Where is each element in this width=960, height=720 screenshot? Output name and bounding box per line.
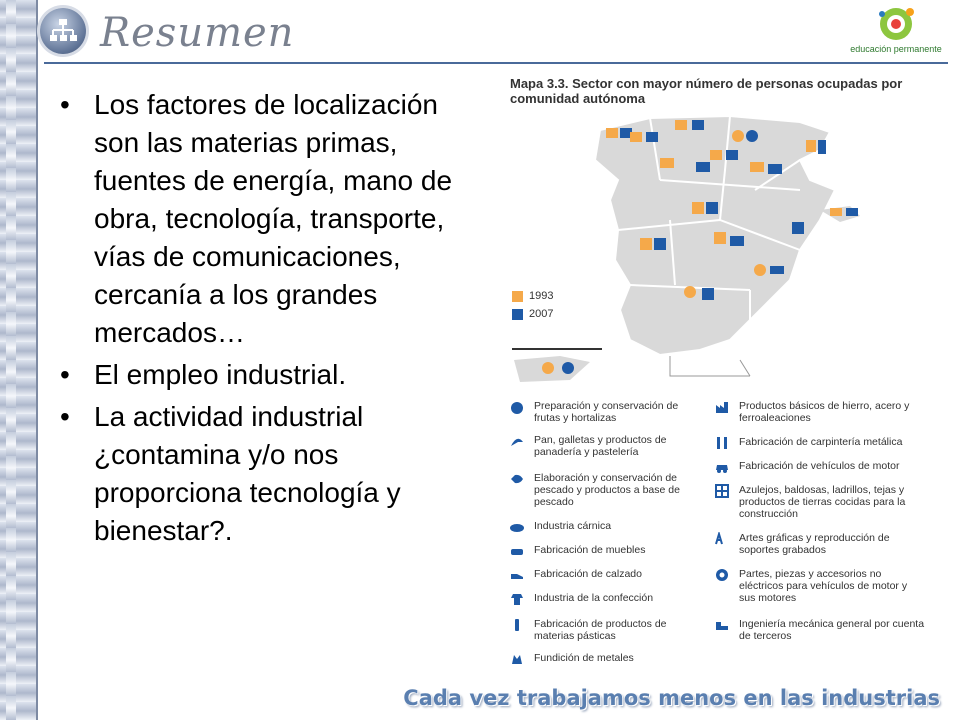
legend-item: Industria de la confección bbox=[510, 592, 700, 606]
legend-item: Productos básicos de hierro, acero y ferroaleaciones bbox=[715, 400, 925, 424]
map-title: Mapa 3.3. Sector con mayor número de personas ocupadas por comunidad autónoma bbox=[510, 76, 903, 106]
logo bbox=[838, 4, 954, 60]
year-label: 1993 bbox=[529, 290, 554, 302]
shoe-icon bbox=[510, 568, 524, 582]
bullet-list bbox=[56, 86, 476, 554]
year-2007-swatch bbox=[512, 309, 523, 320]
left-border-pattern bbox=[6, 0, 16, 720]
header-divider bbox=[44, 62, 948, 64]
legend-item: Preparación y conservación de frutas y hortalizas bbox=[510, 400, 700, 424]
legend-item: Industria cárnica bbox=[510, 520, 700, 534]
metal-icon bbox=[510, 652, 524, 666]
footer-caption: Cada vez trabajamos menos en las industrias bbox=[403, 686, 940, 710]
bread-icon bbox=[510, 434, 524, 448]
engineering-icon bbox=[715, 618, 729, 632]
legend-item: Fabricación de carpintería metálica bbox=[715, 436, 925, 450]
page-title: Resumen bbox=[100, 10, 295, 56]
car-icon bbox=[715, 460, 729, 474]
legend-item: Fabricación de productos de materias pásticas bbox=[510, 618, 700, 642]
year-label: 2007 bbox=[529, 308, 554, 320]
legend-item: Artes gráficas y reproducción de soportes grabados bbox=[715, 532, 925, 556]
bullet-item: • La actividad industrial ¿contamina y/o nos proporciona tecnología y bienestar?. bbox=[56, 398, 476, 550]
meat-icon bbox=[510, 520, 524, 534]
fish-icon bbox=[510, 472, 524, 486]
legend-item: Fabricación de muebles bbox=[510, 544, 700, 558]
bullet-item: • El empleo industrial. bbox=[56, 356, 476, 394]
legend-item: Azulejos, baldosas, ladrillos, tejas y productos de tierras cocidas para la construcción bbox=[715, 484, 925, 520]
year-legend-item bbox=[512, 290, 553, 302]
legend-item: Fundición de metales bbox=[510, 652, 700, 666]
print-icon bbox=[715, 532, 729, 546]
factory-icon bbox=[715, 400, 729, 414]
logo-text: educación permanente bbox=[850, 44, 942, 54]
sofa-icon bbox=[510, 544, 524, 558]
bottle-icon bbox=[510, 618, 524, 632]
legend-item: Ingeniería mecánica general por cuenta de terceros bbox=[715, 618, 925, 642]
tiles-icon bbox=[715, 484, 729, 498]
legend-item: Elaboración y conservación de pescado y productos a base de pescado bbox=[510, 472, 700, 508]
apple-icon bbox=[510, 400, 524, 414]
gear-icon bbox=[715, 568, 729, 582]
year-1993-swatch bbox=[512, 291, 523, 302]
map-figure bbox=[500, 70, 940, 670]
spain-map bbox=[500, 70, 940, 400]
legend-item: Pan, galletas y productos de panadería y pastelería bbox=[510, 434, 700, 458]
tools-icon bbox=[715, 436, 729, 450]
bullet-item: • Los factores de localización son las materias primas, fuentes de energía, mano de obra, tecnología, transporte, vías de comunicaciones, cercanía a los grandes mercados… bbox=[56, 86, 476, 352]
legend-item: Fabricación de calzado bbox=[510, 568, 700, 582]
year-legend-item bbox=[512, 308, 553, 320]
year-legend bbox=[512, 290, 553, 326]
sitemap-icon bbox=[40, 8, 86, 54]
legend-item: Partes, piezas y accesorios no eléctricos para vehículos de motor y sus motores bbox=[715, 568, 925, 604]
legend-item: Fabricación de vehículos de motor bbox=[715, 460, 925, 474]
clothing-icon bbox=[510, 592, 524, 606]
